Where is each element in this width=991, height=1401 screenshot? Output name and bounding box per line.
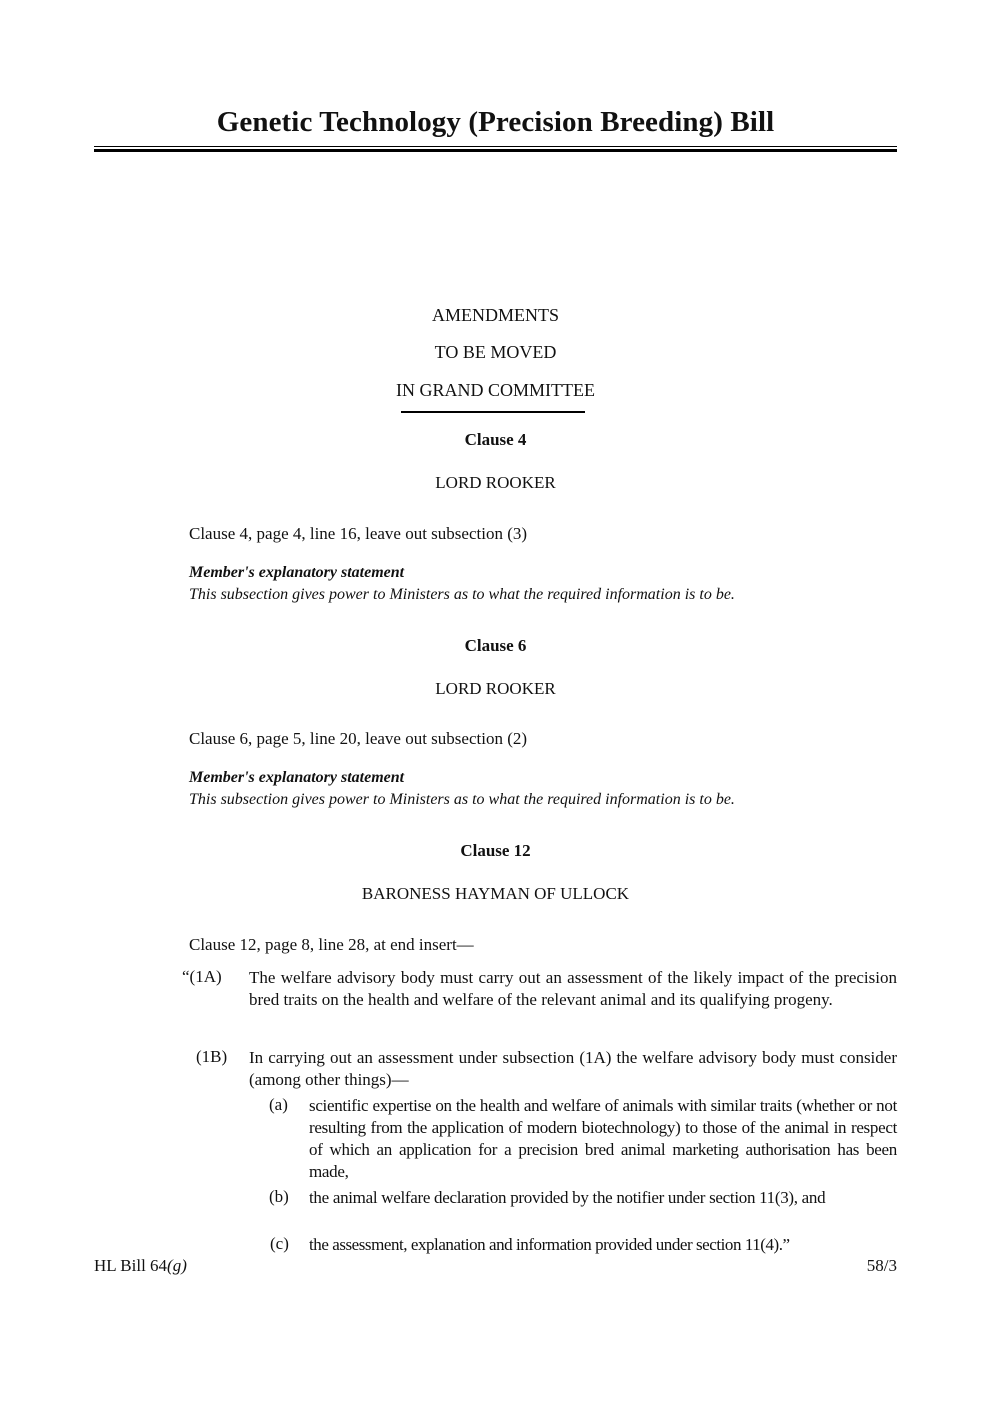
bill-ref-suffix: (g) — [167, 1256, 187, 1275]
member-name: LORD ROOKER — [435, 473, 556, 492]
paragraph-text-a: scientific expertise on the health and welfare of animals with similar traits (whether or not resulting from the application of modern biotechnology) to those of the animal in respect of which an application for a precision bred animal marketing authorisation has been made, — [309, 1096, 897, 1181]
clause-heading: Clause 6 — [464, 636, 527, 655]
title-rule-thin — [94, 146, 897, 147]
explanatory-heading: Member's explanatory statement — [189, 564, 405, 581]
amendment-instruction: Clause 6, page 5, line 20, leave out subsection (2) — [189, 729, 528, 748]
bill-ref-prefix: HL Bill 64 — [94, 1256, 168, 1275]
footer-bill-reference — [94, 1256, 187, 1276]
paragraph-text-b: the animal welfare declaration provided by the notifier under section 11(3), and — [309, 1188, 826, 1207]
title-rule-thick — [94, 149, 897, 152]
clause-heading: Clause 12 — [460, 841, 531, 860]
member-name: BARONESS HAYMAN OF ULLOCK — [361, 884, 630, 903]
subsection-label-1b: (1B) — [196, 1047, 228, 1066]
subsection-text-1b: In carrying out an assessment under subsection (1A) the welfare advisory body must consider (among other things)— — [249, 1048, 897, 1089]
bill-title: Genetic Technology (Precision Breeding) Bill — [216, 106, 775, 138]
clause-heading: Clause 4 — [464, 430, 527, 449]
amendment-instruction: Clause 4, page 4, line 16, leave out subsection (3) — [189, 524, 528, 543]
amendment-instruction: Clause 12, page 8, line 28, at end insert— — [189, 935, 474, 954]
subsection-text-1a: The welfare advisory body must carry out an assessment of the likely impact of the precision bred traits on the health and welfare of the relevant animal and its qualifying progeny. — [249, 968, 897, 1009]
paragraph-label-a: (a) — [269, 1095, 288, 1114]
explanatory-heading: Member's explanatory statement — [189, 769, 405, 786]
footer-page-reference: 58/3 — [866, 1256, 897, 1275]
explanatory-text: This subsection gives power to Ministers as to what the required information is to be. — [189, 791, 735, 808]
member-name: LORD ROOKER — [435, 679, 556, 698]
paragraph-label-c: (c) — [270, 1234, 289, 1253]
intro-line-grand-committee: IN GRAND COMMITTEE — [396, 380, 595, 400]
paragraph-text-c: the assessment, explanation and information provided under section 11(4).” — [309, 1235, 790, 1254]
explanatory-text: This subsection gives power to Ministers as to what the required information is to be. — [189, 586, 735, 603]
paragraph-label-b: (b) — [269, 1187, 289, 1206]
intro-line-to-be-moved: TO BE MOVED — [434, 342, 557, 362]
intro-line-amendments: AMENDMENTS — [431, 305, 559, 325]
subsection-label-1a: “(1A) — [182, 967, 222, 986]
intro-divider — [401, 411, 585, 413]
